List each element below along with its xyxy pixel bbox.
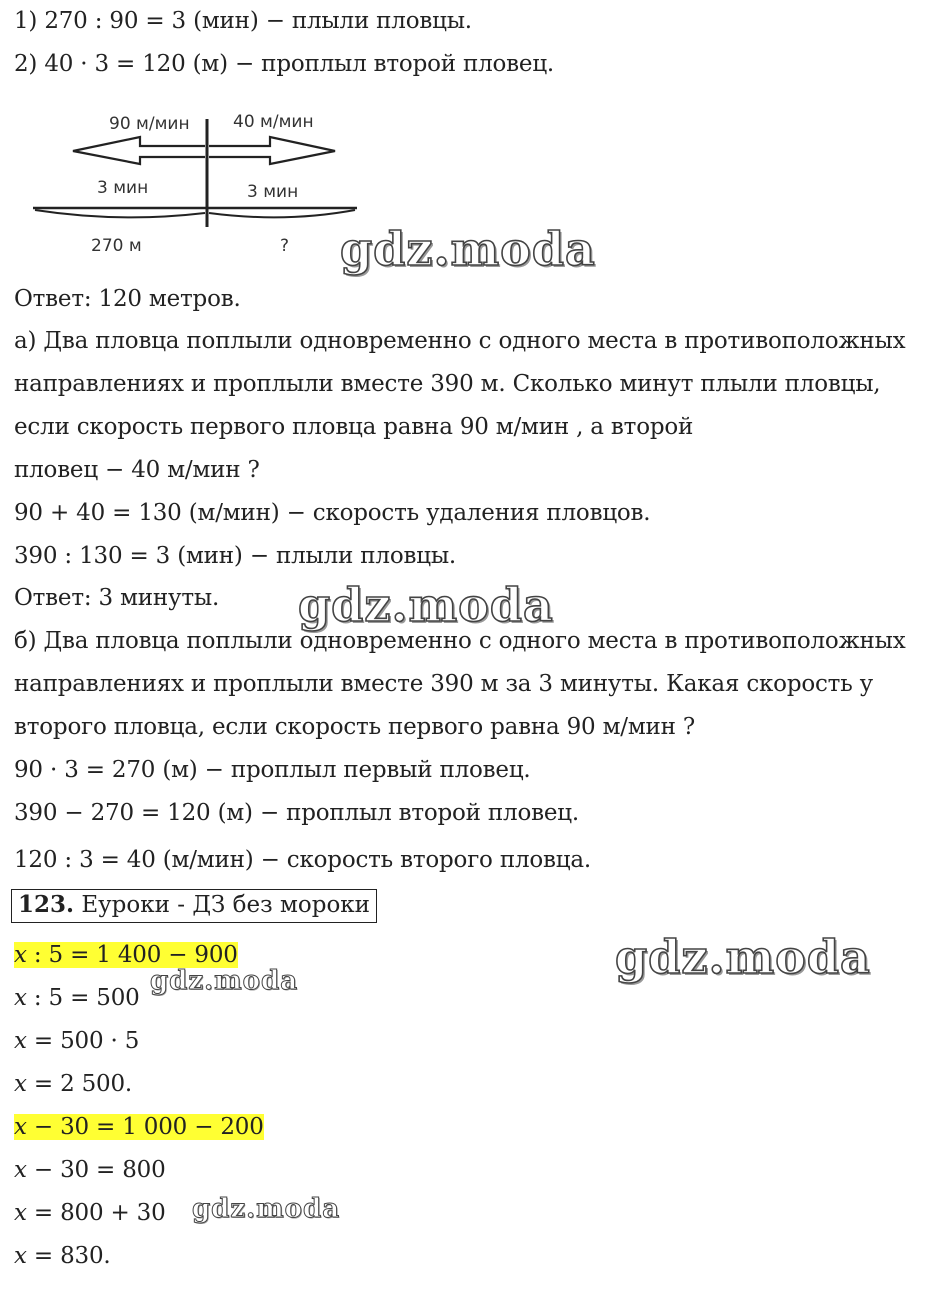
watermark: gdz.moda: [615, 930, 871, 984]
speed-right-label: 40 м/мин: [233, 112, 314, 132]
watermark: gdz.moda: [150, 966, 299, 996]
equation-line: x = 800 + 30: [14, 1200, 166, 1226]
task-number: 123.: [18, 891, 75, 918]
equation-line: x − 30 = 800: [14, 1157, 166, 1183]
time-right-label: 3 мин: [247, 182, 299, 202]
equation-line: x = 830.: [14, 1243, 111, 1269]
task-a-step-2: 390 : 130 = 3 (мин) − плыли пловцы.: [14, 543, 457, 569]
solution-step-2: 2) 40 · 3 = 120 (м) − проплыл второй пловец.: [14, 51, 555, 77]
equation-line: x = 2 500.: [14, 1071, 133, 1097]
distance-right-label: ?: [280, 236, 290, 255]
task-b-step-2: 390 − 270 = 120 (м) − проплыл второй пловец.: [14, 800, 579, 826]
distance-left-label: 270 м: [91, 236, 142, 255]
watermark: gdz.moda: [298, 578, 554, 632]
left-arrow: [73, 137, 205, 164]
task-b-line-3: второго пловца, если скорость первого равна 90 м/мин ?: [14, 714, 696, 740]
task-b-line-2: направлениях и проплыли вместе 390 м за 3 минуты. Какая скорость у: [14, 671, 873, 697]
answer-2: Ответ: 3 минуты.: [14, 585, 220, 611]
right-brace: [209, 210, 355, 217]
task-header: [11, 889, 377, 923]
task-a-step-1: 90 + 40 = 130 (м/мин) − скорость удаления пловцов.: [14, 500, 651, 526]
task-title: Еуроки - ДЗ без мороки: [74, 892, 370, 918]
watermark: gdz.moda: [192, 1194, 341, 1224]
watermark: gdz.moda: [340, 222, 596, 276]
right-arrow: [209, 137, 335, 164]
answer-1: Ответ: 120 метров.: [14, 286, 241, 312]
task-b-line-1: б) Два пловца поплыли одновременно с одного места в противоположных: [14, 628, 906, 654]
time-left-label: 3 мин: [97, 178, 149, 198]
task-b-step-1: 90 · 3 = 270 (м) − проплыл первый пловец.: [14, 757, 531, 783]
solution-step-1: 1) 270 : 90 = 3 (мин) − плыли пловцы.: [14, 8, 472, 34]
task-a-line-4: пловец − 40 м/мин ?: [14, 457, 260, 483]
speed-left-label: 90 м/мин: [109, 114, 190, 134]
equation-line: x = 500 · 5: [14, 1028, 140, 1054]
equation-line: x : 5 = 1 400 − 900: [14, 942, 238, 968]
task-a-line-3: если скорость первого пловца равна 90 м/мин , а второй: [14, 414, 694, 440]
equation-line: x − 30 = 1 000 − 200: [14, 1114, 264, 1140]
equation-line: x : 5 = 500: [14, 985, 140, 1011]
task-a-line-1: а) Два пловца поплыли одновременно с одного места в противоположных: [14, 328, 906, 354]
task-b-step-3: 120 : 3 = 40 (м/мин) − скорость второго пловца.: [14, 847, 591, 873]
swimmers-diagram: [25, 105, 365, 255]
left-brace: [35, 210, 205, 217]
task-a-line-2: направлениях и проплыли вместе 390 м. Сколько минут плыли пловцы,: [14, 371, 881, 397]
